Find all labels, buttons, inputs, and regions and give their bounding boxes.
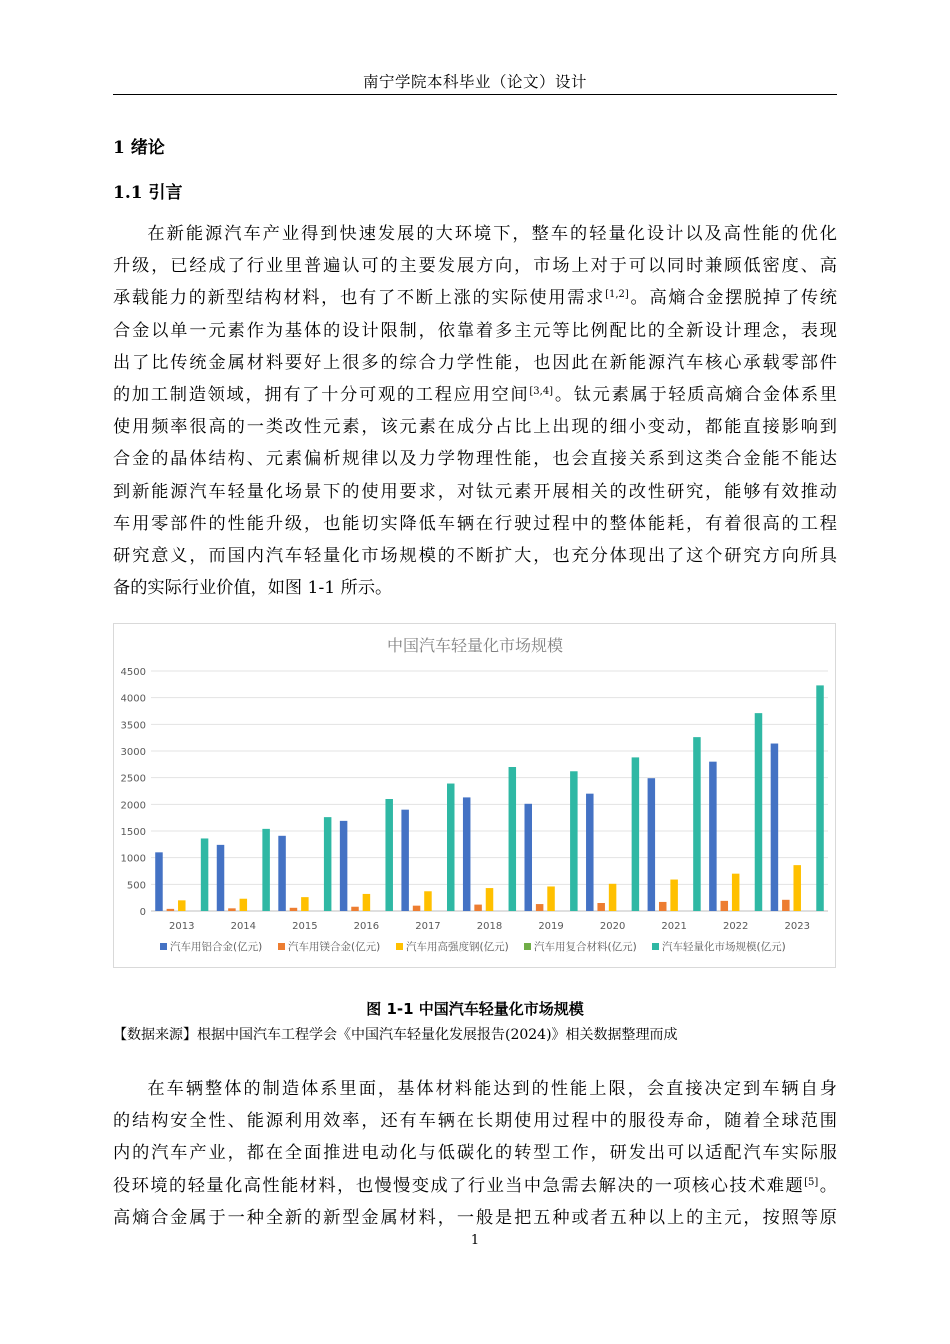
bar	[463, 797, 471, 911]
bar	[424, 891, 432, 911]
bar	[536, 904, 544, 911]
bar	[278, 836, 286, 911]
bar	[340, 821, 348, 911]
x-tick-label: 2019	[538, 921, 564, 932]
bar	[363, 894, 371, 911]
text-line	[113, 1073, 837, 1105]
line-text: 合金的晶体结构、元素偏析规律以及力学物理性能，也会直接关系到这类合金能不能达	[113, 449, 837, 470]
bar	[755, 713, 763, 911]
bar	[793, 865, 801, 911]
bar	[228, 908, 236, 911]
y-tick-label: 3500	[120, 720, 146, 732]
x-tick-label: 2013	[169, 921, 195, 932]
text-line	[113, 540, 837, 572]
y-tick-label: 0	[139, 907, 146, 918]
running-header: 南宁学院本科毕业（论文）设计	[362, 73, 587, 91]
bar	[217, 845, 225, 911]
citation-superscript: [1,2]	[605, 289, 629, 301]
text-line	[113, 411, 837, 443]
bar	[474, 905, 482, 911]
figure-source: 【数据来源】根据中国汽车工程学会《中国汽车轻量化发展报告(2024)》相关数据整理而成	[113, 1027, 678, 1043]
y-tick-label: 4500	[120, 667, 146, 678]
line-text: 研究意义，而国内汽车轻量化市场规模的不断扩大，也充分体现出了这个研究方向所具	[113, 546, 837, 567]
page-number: 1	[470, 1233, 480, 1248]
text-line	[113, 218, 837, 250]
line-text-after: 。	[818, 1175, 837, 1196]
bar	[413, 906, 421, 911]
bar	[178, 900, 186, 911]
bar	[659, 902, 667, 911]
intro-paragraph	[113, 218, 837, 604]
bar	[401, 810, 409, 911]
bar	[782, 900, 790, 911]
legend-swatch	[652, 943, 659, 950]
y-tick-label: 4000	[120, 693, 146, 705]
bar	[632, 757, 640, 911]
legend-swatch	[160, 943, 167, 950]
line-text: 的加工制造领域，拥有了十分可观的工程应用空间	[113, 385, 530, 406]
bar	[693, 737, 701, 911]
text-line	[113, 1170, 837, 1202]
chart-title: 中国汽车轻量化市场规模	[386, 636, 564, 655]
bar	[648, 778, 656, 911]
legend-swatch	[396, 943, 403, 950]
figure-caption: 图 1-1 中国汽车轻量化市场规模	[366, 1000, 584, 1018]
bar	[732, 874, 740, 911]
bar	[447, 784, 455, 911]
bar	[385, 799, 393, 911]
line-text: 役环境的轻量化高性能材料，也慢慢变成了行业当中急需去解决的一项核心技术难题	[113, 1175, 805, 1196]
text-line	[113, 508, 837, 540]
text-line	[113, 572, 837, 604]
x-tick-label: 2015	[292, 921, 318, 932]
text-line	[113, 1105, 837, 1137]
bar	[547, 886, 555, 911]
text-line	[113, 347, 837, 379]
x-tick-label: 2016	[353, 921, 380, 932]
bar	[816, 685, 824, 911]
body-paragraph	[113, 1073, 837, 1234]
bar	[586, 794, 594, 911]
market-size-chart	[113, 623, 836, 968]
bar	[486, 888, 494, 911]
chart-svg	[114, 624, 837, 969]
y-tick-label: 500	[126, 880, 146, 892]
citation-superscript: [5]	[804, 1176, 819, 1188]
bar	[262, 829, 270, 911]
bar	[597, 903, 605, 911]
legend-swatch	[524, 943, 531, 950]
text-line	[113, 1137, 837, 1169]
x-tick-label: 2023	[784, 921, 810, 932]
section-heading: 1 绪论	[113, 138, 165, 158]
legend-label: 汽车用复合材料(亿元)	[534, 941, 637, 953]
line-text: 在车辆整体的制造体系里面，基体材料能达到的性能上限，会直接决定到车辆自身	[147, 1079, 837, 1099]
x-tick-label: 2018	[476, 921, 503, 932]
bar	[570, 771, 578, 911]
bar	[609, 884, 617, 911]
line-text: 升级，已经成了行业里普遍认可的主要发展方向，市场上对于可以同时兼顾低密度、高	[113, 256, 837, 277]
text-line	[113, 250, 837, 282]
line-text-after: 。钛元素属于轻质高熵合金体系里	[553, 385, 837, 406]
line-text: 出了比传统金属材料要好上很多的综合力学性能，也因此在新能源汽车核心承载零部件	[113, 352, 837, 373]
y-tick-label: 1000	[120, 853, 146, 865]
bar	[771, 744, 779, 911]
line-text: 的结构安全性、能源利用效率，还有车辆在长期使用过程中的服役寿命，随着全球范围	[113, 1111, 837, 1132]
bar	[155, 852, 163, 911]
text-line	[113, 282, 837, 314]
text-line	[113, 443, 837, 475]
bar	[670, 880, 678, 911]
text-line	[113, 476, 837, 508]
legend-label: 汽车用镁合金(亿元)	[288, 941, 381, 953]
y-tick-label: 2000	[120, 800, 146, 812]
subsection-heading: 1.1 引言	[113, 183, 183, 203]
x-tick-label: 2020	[599, 921, 626, 932]
line-text: 承载能力的新型结构材料，也有了不断上涨的实际使用需求	[113, 288, 606, 309]
bar	[721, 901, 729, 911]
bar	[324, 817, 332, 911]
text-line	[113, 1202, 837, 1234]
x-tick-label: 2014	[230, 921, 257, 932]
bar	[167, 909, 175, 911]
bar	[290, 908, 298, 911]
line-text: 使用频率很高的一类改性元素，该元素在成分占比上出现的细小变动，都能直接影响到	[113, 417, 837, 438]
legend-label: 汽车用高强度钢(亿元)	[406, 941, 509, 953]
legend-label: 汽车用铝合金(亿元)	[170, 941, 263, 953]
legend-label: 汽车轻量化市场规模(亿元)	[662, 941, 786, 953]
y-tick-label: 1500	[120, 827, 146, 838]
y-tick-label: 3000	[120, 747, 146, 758]
line-text: 车用零部件的性能升级，也能切实降低车辆在行驶过程中的整体能耗，有着很高的工程	[113, 513, 837, 534]
x-tick-label: 2022	[722, 921, 749, 932]
bar	[709, 762, 717, 911]
bar	[240, 899, 248, 911]
x-tick-label: 2021	[661, 921, 687, 932]
citation-superscript: [3,4]	[529, 386, 554, 398]
line-text: 在新能源汽车产业得到快速发展的大环境下，整车的轻量化设计以及高性能的优化	[147, 224, 837, 244]
bar	[301, 897, 309, 911]
line-text-after: 。高熵合金摆脱掉了传统	[628, 288, 837, 309]
line-text: 备的实际行业价值，如图 1-1 所示。	[113, 578, 393, 599]
bar	[524, 804, 532, 911]
bar	[509, 767, 517, 911]
line-text: 高熵合金属于一种全新的新型金属材料，一般是把五种或者五种以上的主元，按照等原	[113, 1207, 837, 1228]
bar	[351, 907, 359, 911]
text-line	[113, 379, 837, 411]
x-tick-label: 2017	[415, 921, 441, 932]
header-rule	[113, 94, 837, 95]
line-text: 合金以单一元素作为基体的设计限制，依靠着多主元等比例配比的全新设计理念，表现	[113, 320, 837, 341]
bar	[201, 838, 209, 911]
y-tick-label: 2500	[120, 773, 146, 785]
legend-swatch	[278, 943, 285, 950]
line-text: 到新能源汽车轻量化场景下的使用要求，对钛元素开展相关的改性研究，能够有效推动	[113, 481, 837, 502]
text-line	[113, 315, 837, 347]
line-text: 内的汽车产业，都在全面推进电动化与低碳化的转型工作，研发出可以适配汽车实际服	[113, 1143, 837, 1164]
